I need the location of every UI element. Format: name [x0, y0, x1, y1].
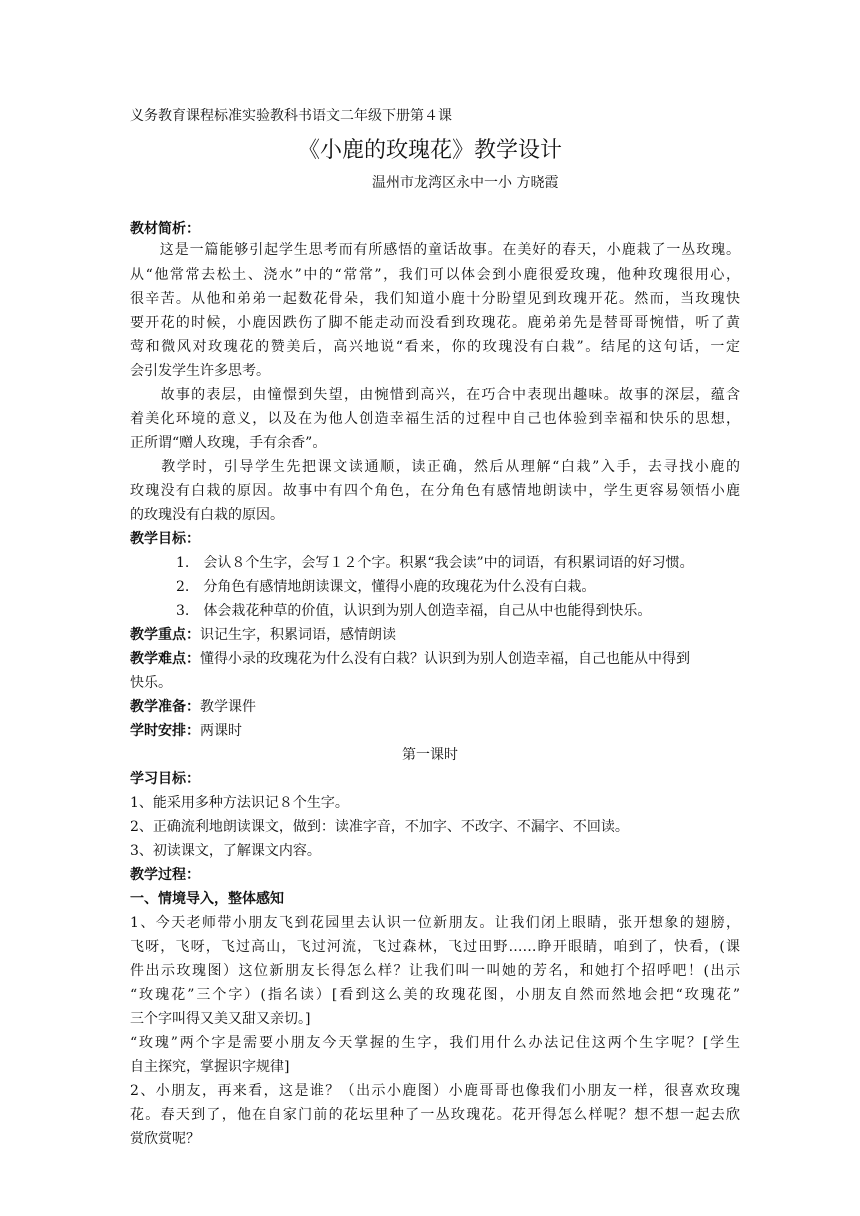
paragraph-line: 故事的表层，由憧憬到失望，由惋惜到高兴，在巧合中表现出趣味。故事的深层，蕴含 [130, 387, 740, 403]
key-points-text: 识记生字，积累词语，感情朗读 [200, 627, 396, 643]
paragraph-line: 会引发学生许多思考。 [130, 363, 270, 379]
step-line: 1、今天老师带小朋友飞到花园里去认识一位新朋友。让我们闭上眼睛，张开想象的翅膀， [130, 915, 740, 931]
objective-item: 1、能采用多种方法识记８个生字。 [130, 795, 349, 811]
step-line: 自主探究，掌握识字规律] [130, 1059, 290, 1075]
objectives-heading: 学习目标： [130, 771, 200, 787]
goal-item: 2. 分角色有感情地朗读课文，懂得小鹿的玫瑰花为什么没有白栽。 [176, 579, 596, 595]
schedule-text: 两课时 [200, 723, 242, 739]
paragraph-line: 正所谓“赠人玫瑰，手有余香”。 [130, 435, 327, 451]
lesson-title: 第一课时 [402, 747, 458, 763]
difficulties-cont: 快乐。 [130, 675, 172, 691]
author-line: 温州市龙湾区永中一小 方晓霞 [372, 175, 559, 191]
step-line: 三个字叫得又美又甜又亲切。] [130, 1011, 311, 1027]
goal-item: 3. 体会栽花种草的价值，认识到为别人创造幸福，自己从中也能得到快乐。 [176, 603, 652, 619]
step-line: 飞呀，飞呀，飞过高山，飞过河流，飞过森林，飞过田野……睁开眼睛，咱到了，快看，(课 [130, 939, 740, 955]
step-line: 花。春天到了，他在自家门前的花坛里种了一丛玫瑰花。花开得怎么样呢？想不想一起去欣 [130, 1107, 740, 1123]
step-line: 件出示玫瑰图）这位新朋友长得怎么样？让我们叫一叫她的芳名，和她打个招呼吧！(出示 [130, 963, 740, 979]
paragraph-line: 从“他常常去松土、浇水”中的“常常”，我们可以体会到小鹿很爱玫瑰，他种玫瑰很用心， [130, 267, 740, 283]
difficulties-label: 教学难点： [130, 651, 200, 667]
course-line: 义务教育课程标准实验教科书语文二年级下册第４课 [130, 108, 452, 124]
section-heading: 一、情境导入，整体感知 [130, 891, 284, 907]
paragraph-line: 的玫瑰没有白栽的原因。 [130, 507, 284, 523]
difficulties-text: 懂得小录的玫瑰花为什么没有白栽？认识到为别人创造幸福，自己也能从中得到 [200, 651, 690, 667]
document-title: 《小鹿的玫瑰花》教学设计 [297, 138, 562, 163]
step-line: “玫瑰花”三个字）(指名读）[看到这么美的玫瑰花图，小朋友自然而然地会把“玫瑰花” [130, 987, 740, 1003]
teaching-prep [130, 697, 740, 718]
prep-text: 教学课件 [200, 699, 256, 715]
paragraph-line: 教学时，引导学生先把课文读通顺，读正确，然后从理解“白栽”入手，去寻找小鹿的 [130, 459, 740, 475]
schedule [130, 721, 740, 742]
goal-item: 1. 会认８个生字，会写１２个字。积累“我会读”中的词语，有积累词语的好习惯。 [176, 555, 694, 571]
textbook-intro-heading: 教材简析： [130, 221, 200, 237]
process-heading: 教学过程： [130, 867, 200, 883]
step-line: “玫瑰”两个字是需要小朋友今天掌握的生字，我们用什么办法记住这两个生字呢？[学生 [130, 1035, 740, 1051]
paragraph-line: 玫瑰没有白栽的原因。故事中有四个角色，在分角色有感情地朗读中，学生更容易领悟小鹿 [130, 483, 740, 499]
objective-item: 2、正确流利地朗读课文，做到：读准字音，不加字、不改字、不漏字、不回读。 [130, 819, 629, 835]
paragraph-line: 莺和微风对玫瑰花的赞美后，高兴地说“看来，你的玫瑰没有白栽”。结尾的这句话，一定 [130, 339, 740, 355]
paragraph-line: 这是一篇能够引起学生思考而有所感悟的童话故事。在美好的春天，小鹿栽了一丛玫瑰。 [130, 242, 740, 258]
step-line: 赏欣赏呢？ [130, 1131, 200, 1147]
difficulties [130, 649, 740, 670]
objective-item: 3、初读课文，了解课文内容。 [130, 843, 321, 859]
key-points-label: 教学重点： [130, 627, 200, 643]
step-line: 2、小朋友，再来看，这是谁？（出示小鹿图）小鹿哥哥也像我们小朋友一样，很喜欢玫瑰 [130, 1083, 740, 1099]
goals-heading: 教学目标： [130, 531, 200, 547]
paragraph-line: 很辛苦。从他和弟弟一起数花骨朵，我们知道小鹿十分盼望见到玫瑰开花。然而，当玫瑰快 [130, 291, 740, 307]
schedule-label: 学时安排： [130, 723, 200, 739]
paragraph-line: 要开花的时候，小鹿因跌伤了脚不能走动而没看到玫瑰花。鹿弟弟先是替哥哥惋惜，听了黄 [130, 315, 740, 331]
key-points [130, 625, 740, 646]
paragraph-line: 着美化环境的意义，以及在为他人创造幸福生活的过程中自己也体验到幸福和快乐的思想， [130, 411, 740, 427]
prep-label: 教学准备： [130, 699, 200, 715]
